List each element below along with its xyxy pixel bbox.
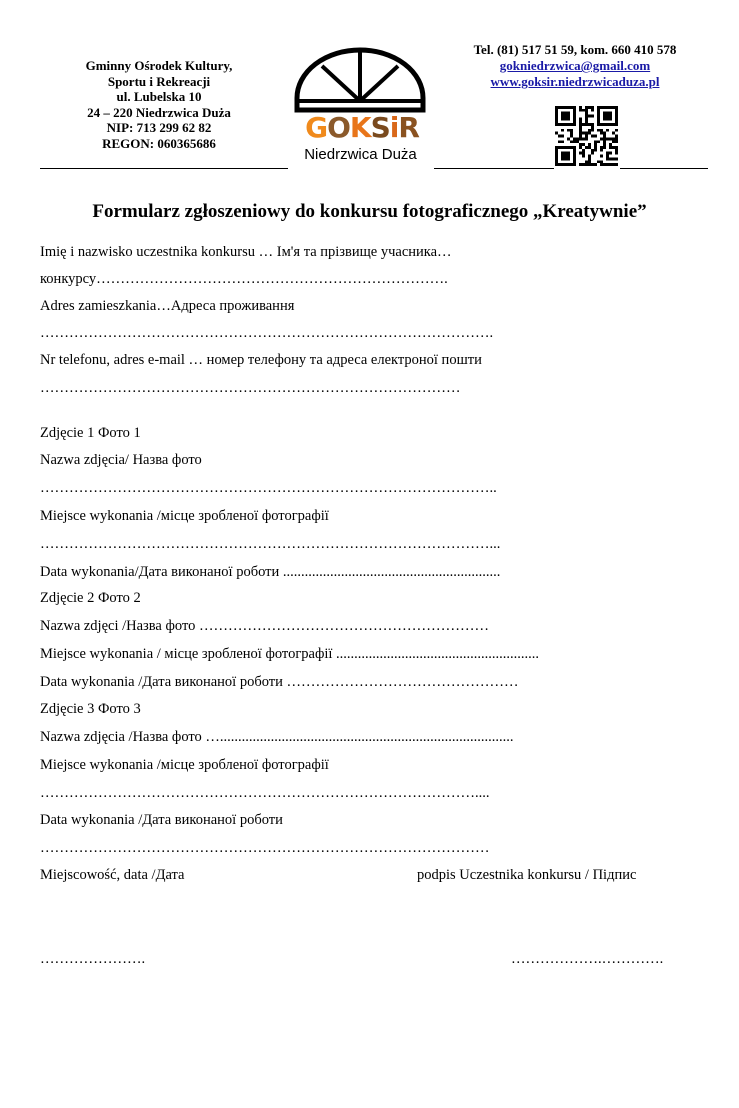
qr-module xyxy=(582,132,585,135)
photo-3-place-label: Miejsce wykonania /місце зробленої фотографії xyxy=(40,757,329,773)
qr-module xyxy=(597,117,600,120)
qr-module xyxy=(600,137,603,140)
qr-module xyxy=(570,123,573,126)
participant-name-field[interactable]: конкурсу………………………………………………………………. xyxy=(40,271,448,287)
qr-module xyxy=(603,132,606,135)
qr-module xyxy=(615,129,618,132)
qr-module xyxy=(573,149,576,152)
qr-module xyxy=(585,137,588,140)
qr-module xyxy=(573,112,576,115)
qr-module xyxy=(606,129,609,132)
qr-module xyxy=(555,160,558,163)
qr-module xyxy=(612,132,615,135)
qr-module xyxy=(609,117,612,120)
qr-module xyxy=(594,135,597,138)
photo-1-place-label: Miejsce wykonania /місце зробленої фотографії xyxy=(40,508,329,524)
qr-module xyxy=(597,109,600,112)
qr-module xyxy=(615,117,618,120)
qr-module xyxy=(570,132,573,135)
qr-module xyxy=(561,155,564,158)
qr-module xyxy=(615,120,618,123)
qr-module xyxy=(579,120,582,123)
qr-module xyxy=(555,163,558,166)
qr-module xyxy=(606,112,609,115)
qr-module xyxy=(555,123,558,126)
place-date-label: Miejscowość, data /Дата xyxy=(40,867,185,883)
qr-module xyxy=(573,109,576,112)
qr-module xyxy=(573,152,576,155)
photo-1-date-field[interactable]: Data wykonania/Дата виконаної роботи ............................................................ xyxy=(40,564,501,580)
qr-module xyxy=(579,137,582,140)
photo-3-name-field[interactable]: Nazwa zdjęcia /Назва фото …................................................................................. xyxy=(40,729,514,745)
qr-module xyxy=(567,129,570,132)
qr-module xyxy=(561,135,564,138)
qr-module xyxy=(615,106,618,109)
qr-module xyxy=(615,135,618,138)
qr-module xyxy=(609,106,612,109)
qr-module xyxy=(588,163,591,166)
qr-module xyxy=(615,152,618,155)
qr-module xyxy=(600,149,603,152)
qr-module xyxy=(564,152,567,155)
qr-module xyxy=(600,106,603,109)
qr-module xyxy=(609,137,612,140)
qr-module xyxy=(606,163,609,166)
qr-module xyxy=(585,112,588,115)
photo-2-date-field[interactable]: Data wykonania /Дата виконаної роботи ………………………………………… xyxy=(40,674,519,690)
qr-module xyxy=(591,135,594,138)
qr-module xyxy=(594,143,597,146)
qr-module xyxy=(603,115,606,118)
contact-field[interactable]: …………………………………………………………………………… xyxy=(40,380,461,396)
qr-module xyxy=(612,157,615,160)
qr-module xyxy=(561,106,564,109)
qr-module xyxy=(591,129,594,132)
qr-module xyxy=(609,163,612,166)
qr-module xyxy=(582,163,585,166)
qr-module xyxy=(594,146,597,149)
qr-module xyxy=(603,117,606,120)
qr-module xyxy=(567,117,570,120)
qr-module xyxy=(594,163,597,166)
qr-code-icon xyxy=(555,106,618,166)
qr-module xyxy=(579,129,582,132)
qr-module xyxy=(600,146,603,149)
qr-module xyxy=(555,152,558,155)
qr-module xyxy=(564,115,567,118)
logo-letter: O xyxy=(327,111,350,144)
qr-module xyxy=(612,146,615,149)
photo-2-heading: Zdjęcie 2 Фото 2 xyxy=(40,590,141,606)
address-label: Adres zamieszkania…Адреса проживання xyxy=(40,298,295,314)
qr-module xyxy=(573,163,576,166)
qr-module xyxy=(591,163,594,166)
qr-module xyxy=(597,115,600,118)
qr-module xyxy=(615,112,618,115)
photo-3-date-label: Data wykonania /Дата виконаної роботи xyxy=(40,812,283,828)
qr-module xyxy=(564,163,567,166)
qr-module xyxy=(564,157,567,160)
qr-module xyxy=(591,126,594,129)
qr-module xyxy=(603,143,606,146)
qr-module xyxy=(612,106,615,109)
participant-name-label: Imię i nazwisko uczestnika konkursu … Ім'я та прізвище учасника… xyxy=(40,244,452,260)
qr-module xyxy=(588,143,591,146)
phone-text: Tel. (81) 517 51 59, kom. 660 410 578 xyxy=(473,42,677,57)
logo-letter: R xyxy=(398,111,419,144)
qr-module xyxy=(573,160,576,163)
qr-module xyxy=(567,163,570,166)
qr-module xyxy=(558,163,561,166)
qr-module xyxy=(597,106,600,109)
qr-module xyxy=(609,157,612,160)
qr-module xyxy=(600,160,603,163)
qr-module xyxy=(579,135,582,138)
qr-module xyxy=(558,135,561,138)
qr-module xyxy=(564,123,567,126)
qr-module xyxy=(597,160,600,163)
qr-module xyxy=(603,123,606,126)
qr-module xyxy=(615,146,618,149)
qr-module xyxy=(564,117,567,120)
qr-module xyxy=(561,123,564,126)
qr-module xyxy=(555,115,558,118)
photo-2-name-field[interactable]: Nazwa zdjęci /Назва фото …………………………………………………… xyxy=(40,618,489,634)
qr-module xyxy=(612,140,615,143)
qr-module xyxy=(591,123,594,126)
org-line: 24 – 220 Niedrzwica Duża xyxy=(87,104,231,120)
email-link[interactable]: gokniedrzwica@gmail.com xyxy=(499,58,651,73)
qr-module xyxy=(597,123,600,126)
qr-module xyxy=(585,123,588,126)
qr-module xyxy=(600,132,603,135)
address-field[interactable]: …………………………………………………………………………………. xyxy=(40,325,494,341)
qr-module xyxy=(573,120,576,123)
qr-module xyxy=(567,146,570,149)
qr-module xyxy=(561,115,564,118)
qr-module xyxy=(573,123,576,126)
organization-info xyxy=(40,58,278,151)
qr-module xyxy=(555,120,558,123)
photo-3-date-field[interactable]: ………………………………………………………………………………… xyxy=(40,840,490,856)
header-rule xyxy=(40,168,288,169)
qr-module xyxy=(567,137,570,140)
qr-module xyxy=(564,146,567,149)
qr-module xyxy=(573,155,576,158)
photo-2-place-field[interactable]: Miejsce wykonania / місце зробленої фотографії ........................................................ xyxy=(40,646,540,662)
qr-module xyxy=(561,163,564,166)
qr-module xyxy=(570,135,573,138)
photo-1-name-label: Nazwa zdjęcia/ Назва фото xyxy=(40,452,202,468)
qr-module xyxy=(570,106,573,109)
qr-module xyxy=(561,117,564,120)
goksir-logo xyxy=(288,40,433,166)
qr-module xyxy=(606,137,609,140)
qr-module xyxy=(582,123,585,126)
qr-module xyxy=(606,157,609,160)
qr-module xyxy=(567,152,570,155)
qr-module xyxy=(582,143,585,146)
qr-module xyxy=(597,120,600,123)
qr-module xyxy=(612,123,615,126)
qr-module xyxy=(591,109,594,112)
logo-letter: K xyxy=(349,111,371,144)
org-line: REGON: 060365686 xyxy=(102,135,216,151)
qr-module xyxy=(609,152,612,155)
qr-module xyxy=(573,140,576,143)
qr-module xyxy=(561,157,564,160)
qr-module xyxy=(567,157,570,160)
qr-module xyxy=(555,112,558,115)
qr-module xyxy=(585,115,588,118)
qr-module xyxy=(570,140,573,143)
qr-module xyxy=(588,146,591,149)
qr-module xyxy=(573,137,576,140)
signature-label: podpis Uczestnika konkursu / Підпис xyxy=(417,867,637,883)
qr-module xyxy=(585,135,588,138)
qr-module xyxy=(603,163,606,166)
qr-module xyxy=(597,140,600,143)
qr-module xyxy=(606,106,609,109)
form-title: Formularz zgłoszeniowy do konkursu fotograficznego „Kreatywnie” xyxy=(92,201,647,222)
qr-module xyxy=(609,143,612,146)
qr-module xyxy=(588,123,591,126)
qr-module xyxy=(561,152,564,155)
qr-module xyxy=(579,152,582,155)
qr-module xyxy=(594,149,597,152)
qr-module xyxy=(585,163,588,166)
qr-module xyxy=(573,146,576,149)
qr-module xyxy=(561,146,564,149)
qr-module xyxy=(615,140,618,143)
qr-module xyxy=(582,152,585,155)
qr-module xyxy=(555,132,558,135)
website-link[interactable]: www.goksir.niedrzwicaduza.pl xyxy=(490,74,660,89)
qr-module xyxy=(558,140,561,143)
qr-module xyxy=(573,106,576,109)
qr-module xyxy=(585,109,588,112)
signature-field[interactable]: ……………….…………. xyxy=(511,951,664,967)
logo-letters xyxy=(292,112,432,144)
qr-module xyxy=(609,123,612,126)
qr-module xyxy=(558,146,561,149)
qr-module xyxy=(570,163,573,166)
photo-3-place-field[interactable]: ……………………………………………………………………………….... xyxy=(40,785,490,801)
logo-letter: S xyxy=(370,111,390,144)
qr-module xyxy=(615,137,618,140)
qr-module xyxy=(573,115,576,118)
qr-module xyxy=(582,149,585,152)
qr-module xyxy=(558,123,561,126)
qr-module xyxy=(588,157,591,160)
qr-module xyxy=(567,155,570,158)
qr-module xyxy=(585,106,588,109)
qr-module xyxy=(603,137,606,140)
qr-module xyxy=(615,115,618,118)
qr-module xyxy=(585,120,588,123)
qr-module xyxy=(612,163,615,166)
qr-module xyxy=(603,140,606,143)
qr-module xyxy=(588,132,591,135)
qr-module xyxy=(570,146,573,149)
qr-module xyxy=(561,140,564,143)
qr-module xyxy=(573,157,576,160)
contact-info xyxy=(430,42,720,90)
qr-module xyxy=(600,123,603,126)
org-line: NIP: 713 299 62 82 xyxy=(106,120,212,135)
qr-module xyxy=(564,155,567,158)
qr-module xyxy=(597,129,600,132)
qr-module xyxy=(585,160,588,163)
photo-1-name-field[interactable]: ………………………………………………………………………………….. xyxy=(40,480,497,496)
qr-module xyxy=(615,109,618,112)
qr-module xyxy=(564,106,567,109)
qr-module xyxy=(609,146,612,149)
qr-module xyxy=(555,146,558,149)
qr-module xyxy=(612,137,615,140)
qr-module xyxy=(573,117,576,120)
qr-module xyxy=(582,137,585,140)
qr-module xyxy=(579,106,582,109)
header-rule xyxy=(620,168,708,169)
qr-module xyxy=(555,155,558,158)
qr-module xyxy=(579,143,582,146)
qr-module xyxy=(579,109,582,112)
qr-module xyxy=(579,132,582,135)
qr-module xyxy=(555,109,558,112)
contact-label: Nr telefonu, adres e-mail … номер телефону та адреса електроної пошти xyxy=(40,352,482,368)
qr-module xyxy=(591,152,594,155)
qr-module xyxy=(615,163,618,166)
qr-module xyxy=(567,123,570,126)
qr-module xyxy=(567,115,570,118)
qr-module xyxy=(609,112,612,115)
qr-module xyxy=(567,112,570,115)
qr-module xyxy=(591,115,594,118)
qr-module xyxy=(603,112,606,115)
qr-module xyxy=(582,109,585,112)
photo-1-place-field[interactable]: …………………………………………………………………………………... xyxy=(40,536,501,552)
qr-module xyxy=(609,115,612,118)
qr-module xyxy=(579,117,582,120)
qr-module xyxy=(582,155,585,158)
qr-module xyxy=(606,123,609,126)
qr-module xyxy=(579,126,582,129)
qr-module xyxy=(585,146,588,149)
qr-module xyxy=(555,106,558,109)
qr-module xyxy=(615,123,618,126)
qr-module xyxy=(606,152,609,155)
logo-letter: i xyxy=(389,111,399,144)
qr-module xyxy=(588,129,591,132)
photo-3-heading: Zdjęcie 3 Фото 3 xyxy=(40,701,141,717)
qr-module xyxy=(606,155,609,158)
qr-module xyxy=(600,155,603,158)
qr-module xyxy=(615,149,618,152)
qr-module xyxy=(555,149,558,152)
qr-module xyxy=(606,115,609,118)
qr-module xyxy=(561,129,564,132)
qr-module xyxy=(588,106,591,109)
qr-module xyxy=(555,117,558,120)
qr-module xyxy=(579,163,582,166)
header-rule xyxy=(434,168,554,169)
qr-module xyxy=(603,135,606,138)
place-date-field[interactable]: …………………. xyxy=(40,951,146,967)
org-line: Gminny Ośrodek Kultury, xyxy=(85,58,233,73)
qr-module xyxy=(591,106,594,109)
qr-module xyxy=(594,140,597,143)
qr-module xyxy=(585,117,588,120)
qr-module xyxy=(603,106,606,109)
qr-module xyxy=(558,106,561,109)
qr-module xyxy=(579,146,582,149)
qr-module xyxy=(561,112,564,115)
logo-letter: G xyxy=(305,111,328,144)
qr-module xyxy=(564,112,567,115)
logo-subtitle: Niedrzwica Duża xyxy=(304,146,417,163)
photo-1-heading: Zdjęcie 1 Фото 1 xyxy=(40,425,141,441)
qr-module xyxy=(588,160,591,163)
qr-module xyxy=(588,155,591,158)
qr-module xyxy=(570,129,573,132)
org-line: Sportu i Rekreacji xyxy=(107,73,211,89)
qr-module xyxy=(576,137,579,140)
qr-module xyxy=(600,129,603,132)
qr-module xyxy=(579,123,582,126)
qr-module xyxy=(606,117,609,120)
qr-module xyxy=(585,132,588,135)
qr-module xyxy=(591,149,594,152)
qr-module xyxy=(555,157,558,160)
org-line: ul. Lubelska 10 xyxy=(116,89,202,104)
qr-module xyxy=(597,112,600,115)
qr-module xyxy=(588,115,591,118)
qr-module xyxy=(603,146,606,149)
qr-module xyxy=(600,163,603,166)
qr-module xyxy=(567,106,570,109)
qr-module xyxy=(576,140,579,143)
qr-module xyxy=(615,157,618,160)
